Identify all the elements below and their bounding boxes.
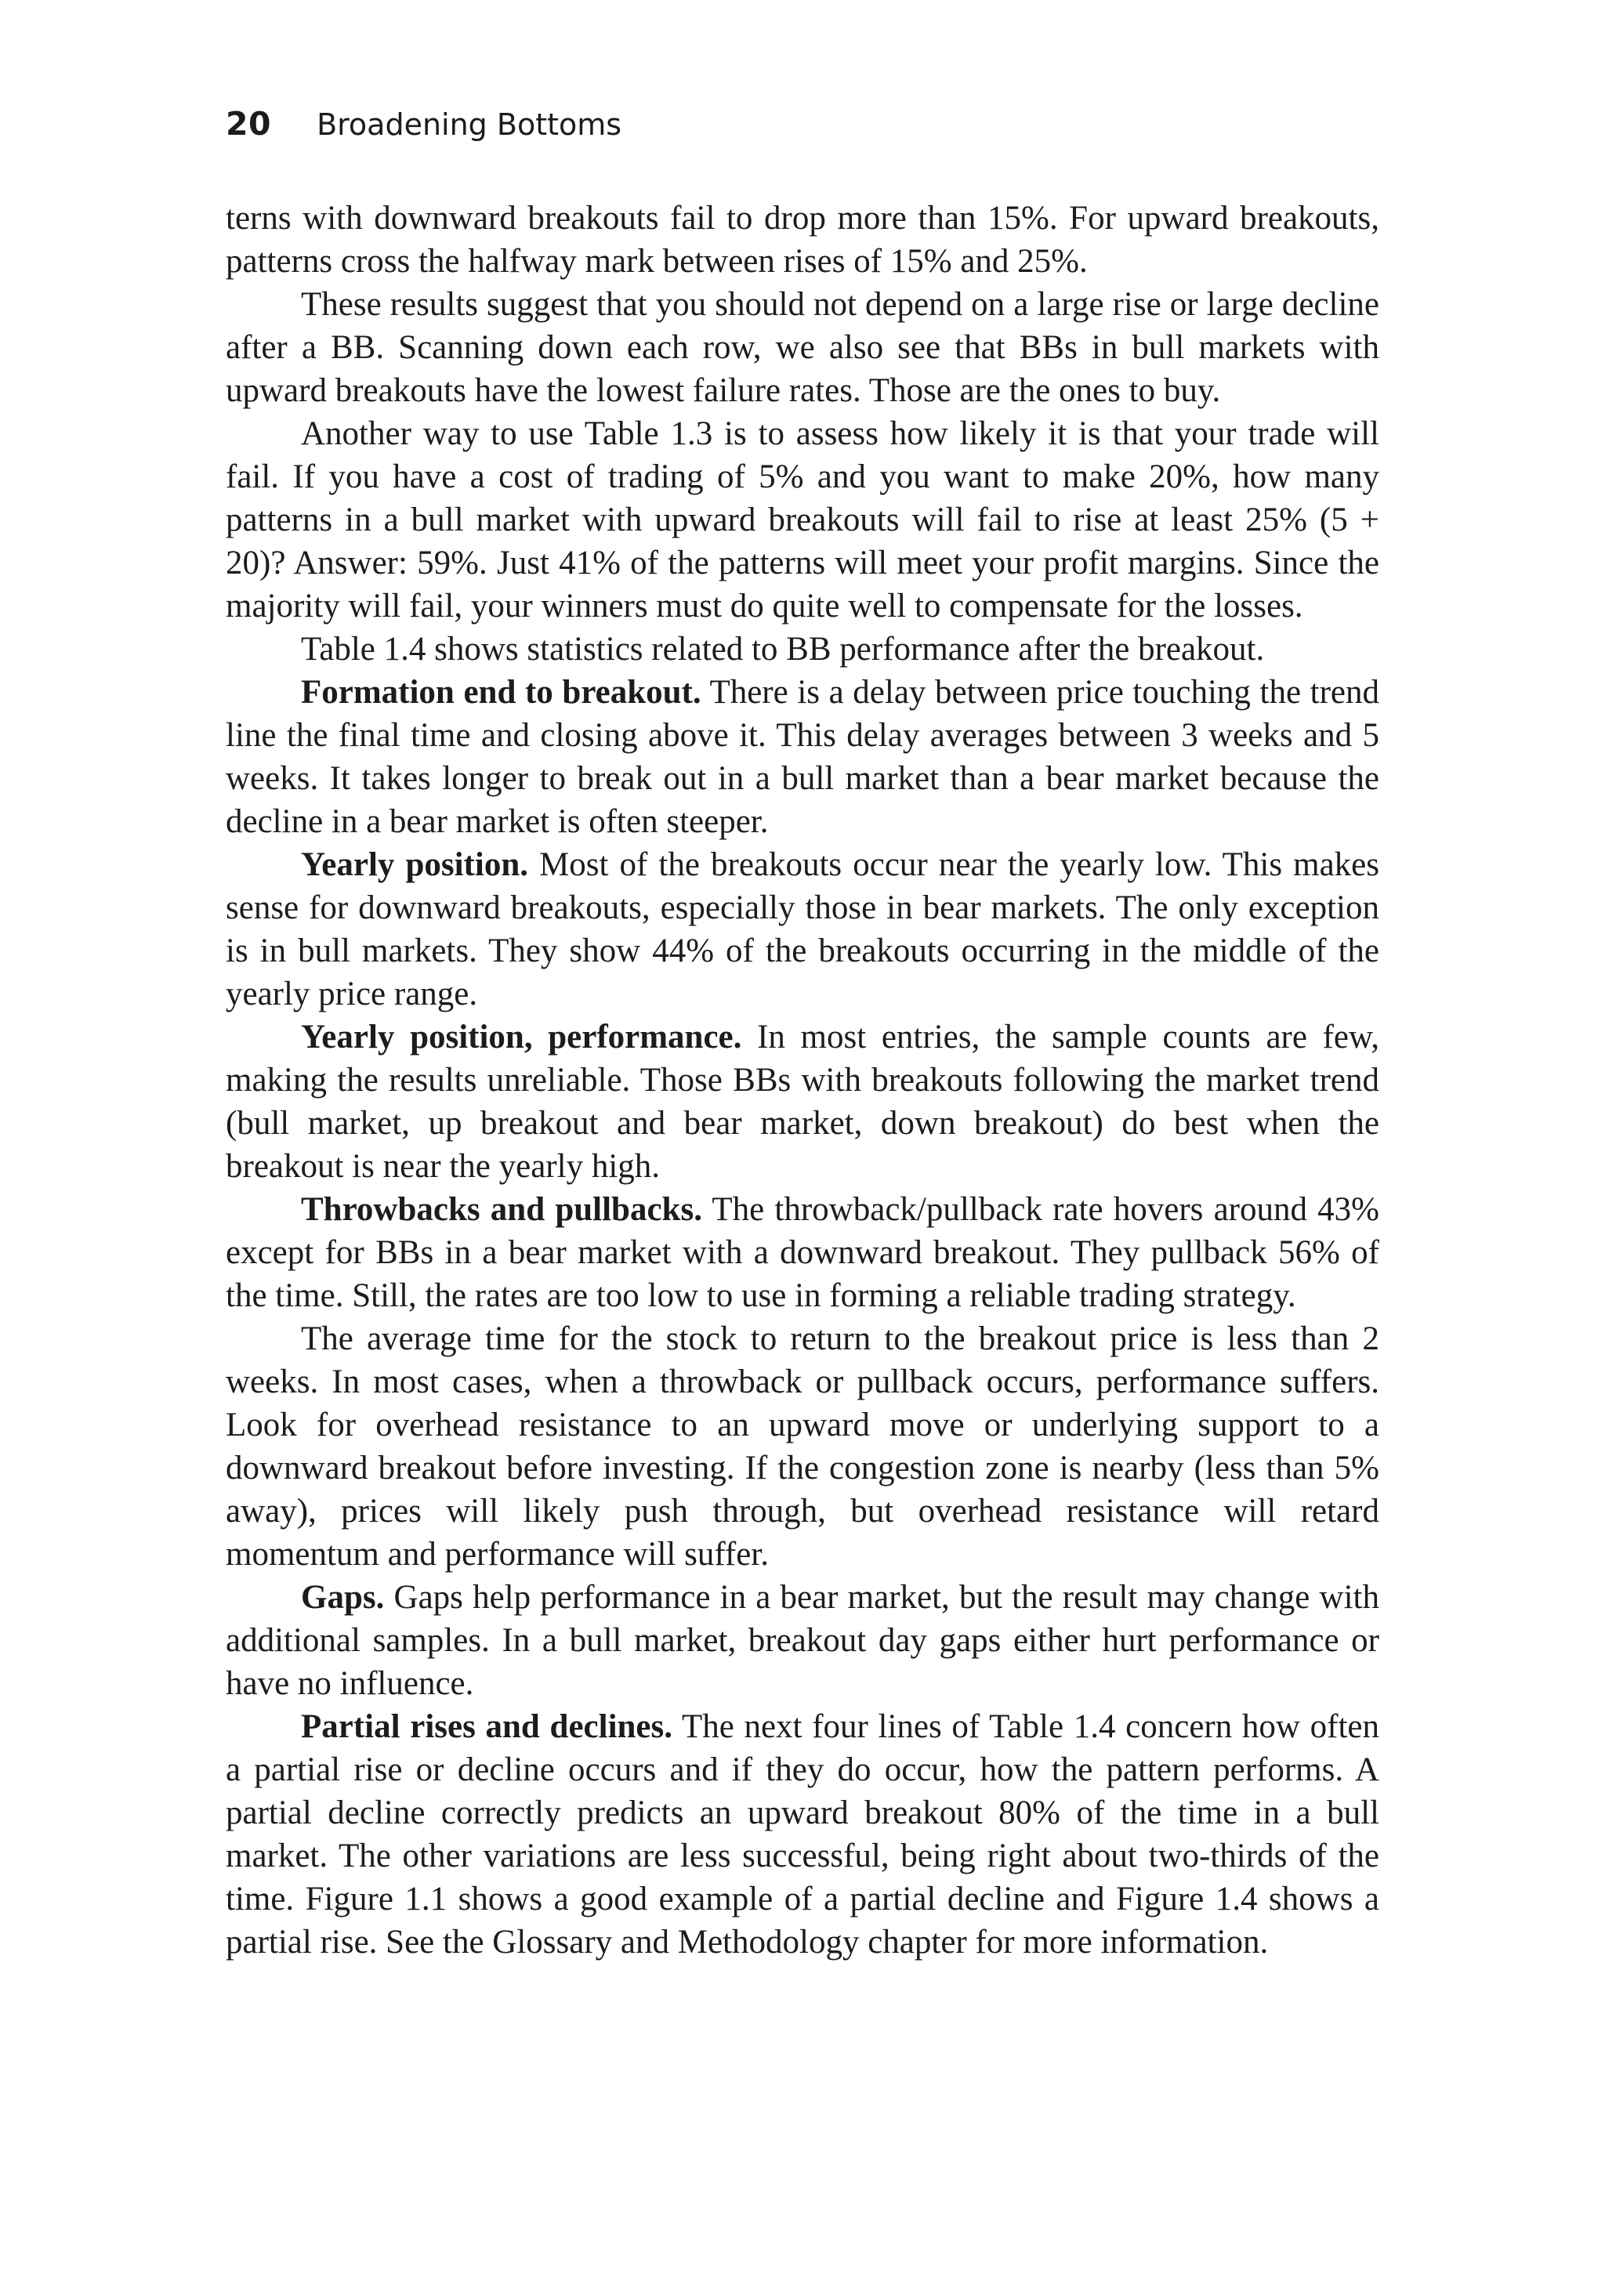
paragraph xyxy=(226,1317,1379,1576)
paragraph-text: In most entries, the sample counts are few, making the results unreliable. Those BBs with breakouts following the market trend (bull market, up breakout and bear market, down breakout) do best when the breakout is near the yearly high. xyxy=(226,1019,1380,1185)
paragraph xyxy=(226,671,1379,843)
page-number: 20 xyxy=(226,105,272,143)
paragraph xyxy=(226,1016,1379,1188)
paragraph xyxy=(226,1576,1379,1705)
paragraph-text: Most of the breakouts occur near the yearly low. This makes sense for downward breakouts, especially those in bear markets. The only exception is in bull markets. They show 44% of the breakouts occurring in the middle of the yearly price range. xyxy=(226,846,1380,1012)
paragraph-text: The next four lines of Table 1.4 concern how often a partial rise or decline occurs and if they do occur, how the pattern performs. A partial decline correctly predicts an upward breakout 80% of the time in a bull market. The other variations are less successful, being right about two-thirds of the time. Figure 1.1 shows a good example of a partial decline and Figure 1.4 shows a partial rise. See the Glossary and Methodology chapter for more information. xyxy=(226,1708,1380,1961)
run-in-heading: Partial rises and declines. xyxy=(301,1708,673,1745)
paragraph xyxy=(226,1705,1379,1964)
running-title: Broadening Bottoms xyxy=(317,107,622,142)
paragraph xyxy=(226,843,1379,1016)
run-in-heading: Throwbacks and pullbacks. xyxy=(301,1191,702,1228)
paragraph-text: The average time for the stock to return to the breakout price is less than 2 weeks. In most cases, when a throwback or pullback occurs, performance suffers. Look for overhead resistance to an upward move or underlying support to a downward breakout before investing. If the congestion zone is nearby (less than 5% away), prices will likely push through, but overhead resistance will retard momentum and performance will suffer. xyxy=(226,1320,1379,1573)
paragraph-text: The throwback/pullback rate hovers around 43% except for BBs in a bear market with a downward breakout. They pullback 56% of the time. Still, the rates are too low to use in forming a reliable trading strategy. xyxy=(226,1191,1379,1314)
paragraph xyxy=(226,1188,1379,1317)
paragraph-continuation xyxy=(226,197,1379,283)
run-in-heading: Gaps. xyxy=(301,1579,385,1616)
run-in-heading: Formation end to breakout. xyxy=(301,674,701,711)
paragraph-text: Another way to use Table 1.3 is to assess how likely it is that your trade will fail. If you have a cost of trading of 5% and you want to make 20%, how many patterns in a bull market with upward breakouts will fail to rise at least 25% (5 + 20)? Answer: 59%. Just 41% of the patterns will meet your profit margins. Since the majority will fail, your winners must do quite well to compensate for the losses. xyxy=(226,415,1379,625)
paragraph-text: Gaps help performance in a bear market, but the result may change with additional samples. In a bull market, breakout day gaps either hurt performance or have no influence. xyxy=(226,1579,1380,1702)
paragraph-text: These results suggest that you should not depend on a large rise or large decline after a BB. Scanning down each row, we also see that BBs in bull markets with upward breakouts have the lowest failure rates. Those are the ones to buy. xyxy=(226,286,1379,409)
paragraph-text: Table 1.4 shows statistics related to BB performance after the breakout. xyxy=(301,631,1265,668)
paragraph xyxy=(226,283,1379,412)
body-text xyxy=(226,197,1379,1964)
paragraph-text: There is a delay between price touching the trend line the final time and closing above it. This delay averages between 3 weeks and 5 weeks. It takes longer to break out in a bull market than a bear market because the decline in a bear market is often steeper. xyxy=(226,674,1379,840)
paragraph xyxy=(226,412,1379,628)
running-head xyxy=(226,105,621,152)
run-in-heading: Yearly position. xyxy=(301,846,528,883)
paragraph xyxy=(226,628,1379,671)
run-in-heading: Yearly position, performance. xyxy=(301,1019,742,1056)
paragraph-text: terns with downward breakouts fail to drop more than 15%. For upward breakouts, patterns cross the halfway mark between rises of 15% and 25%. xyxy=(226,200,1379,280)
